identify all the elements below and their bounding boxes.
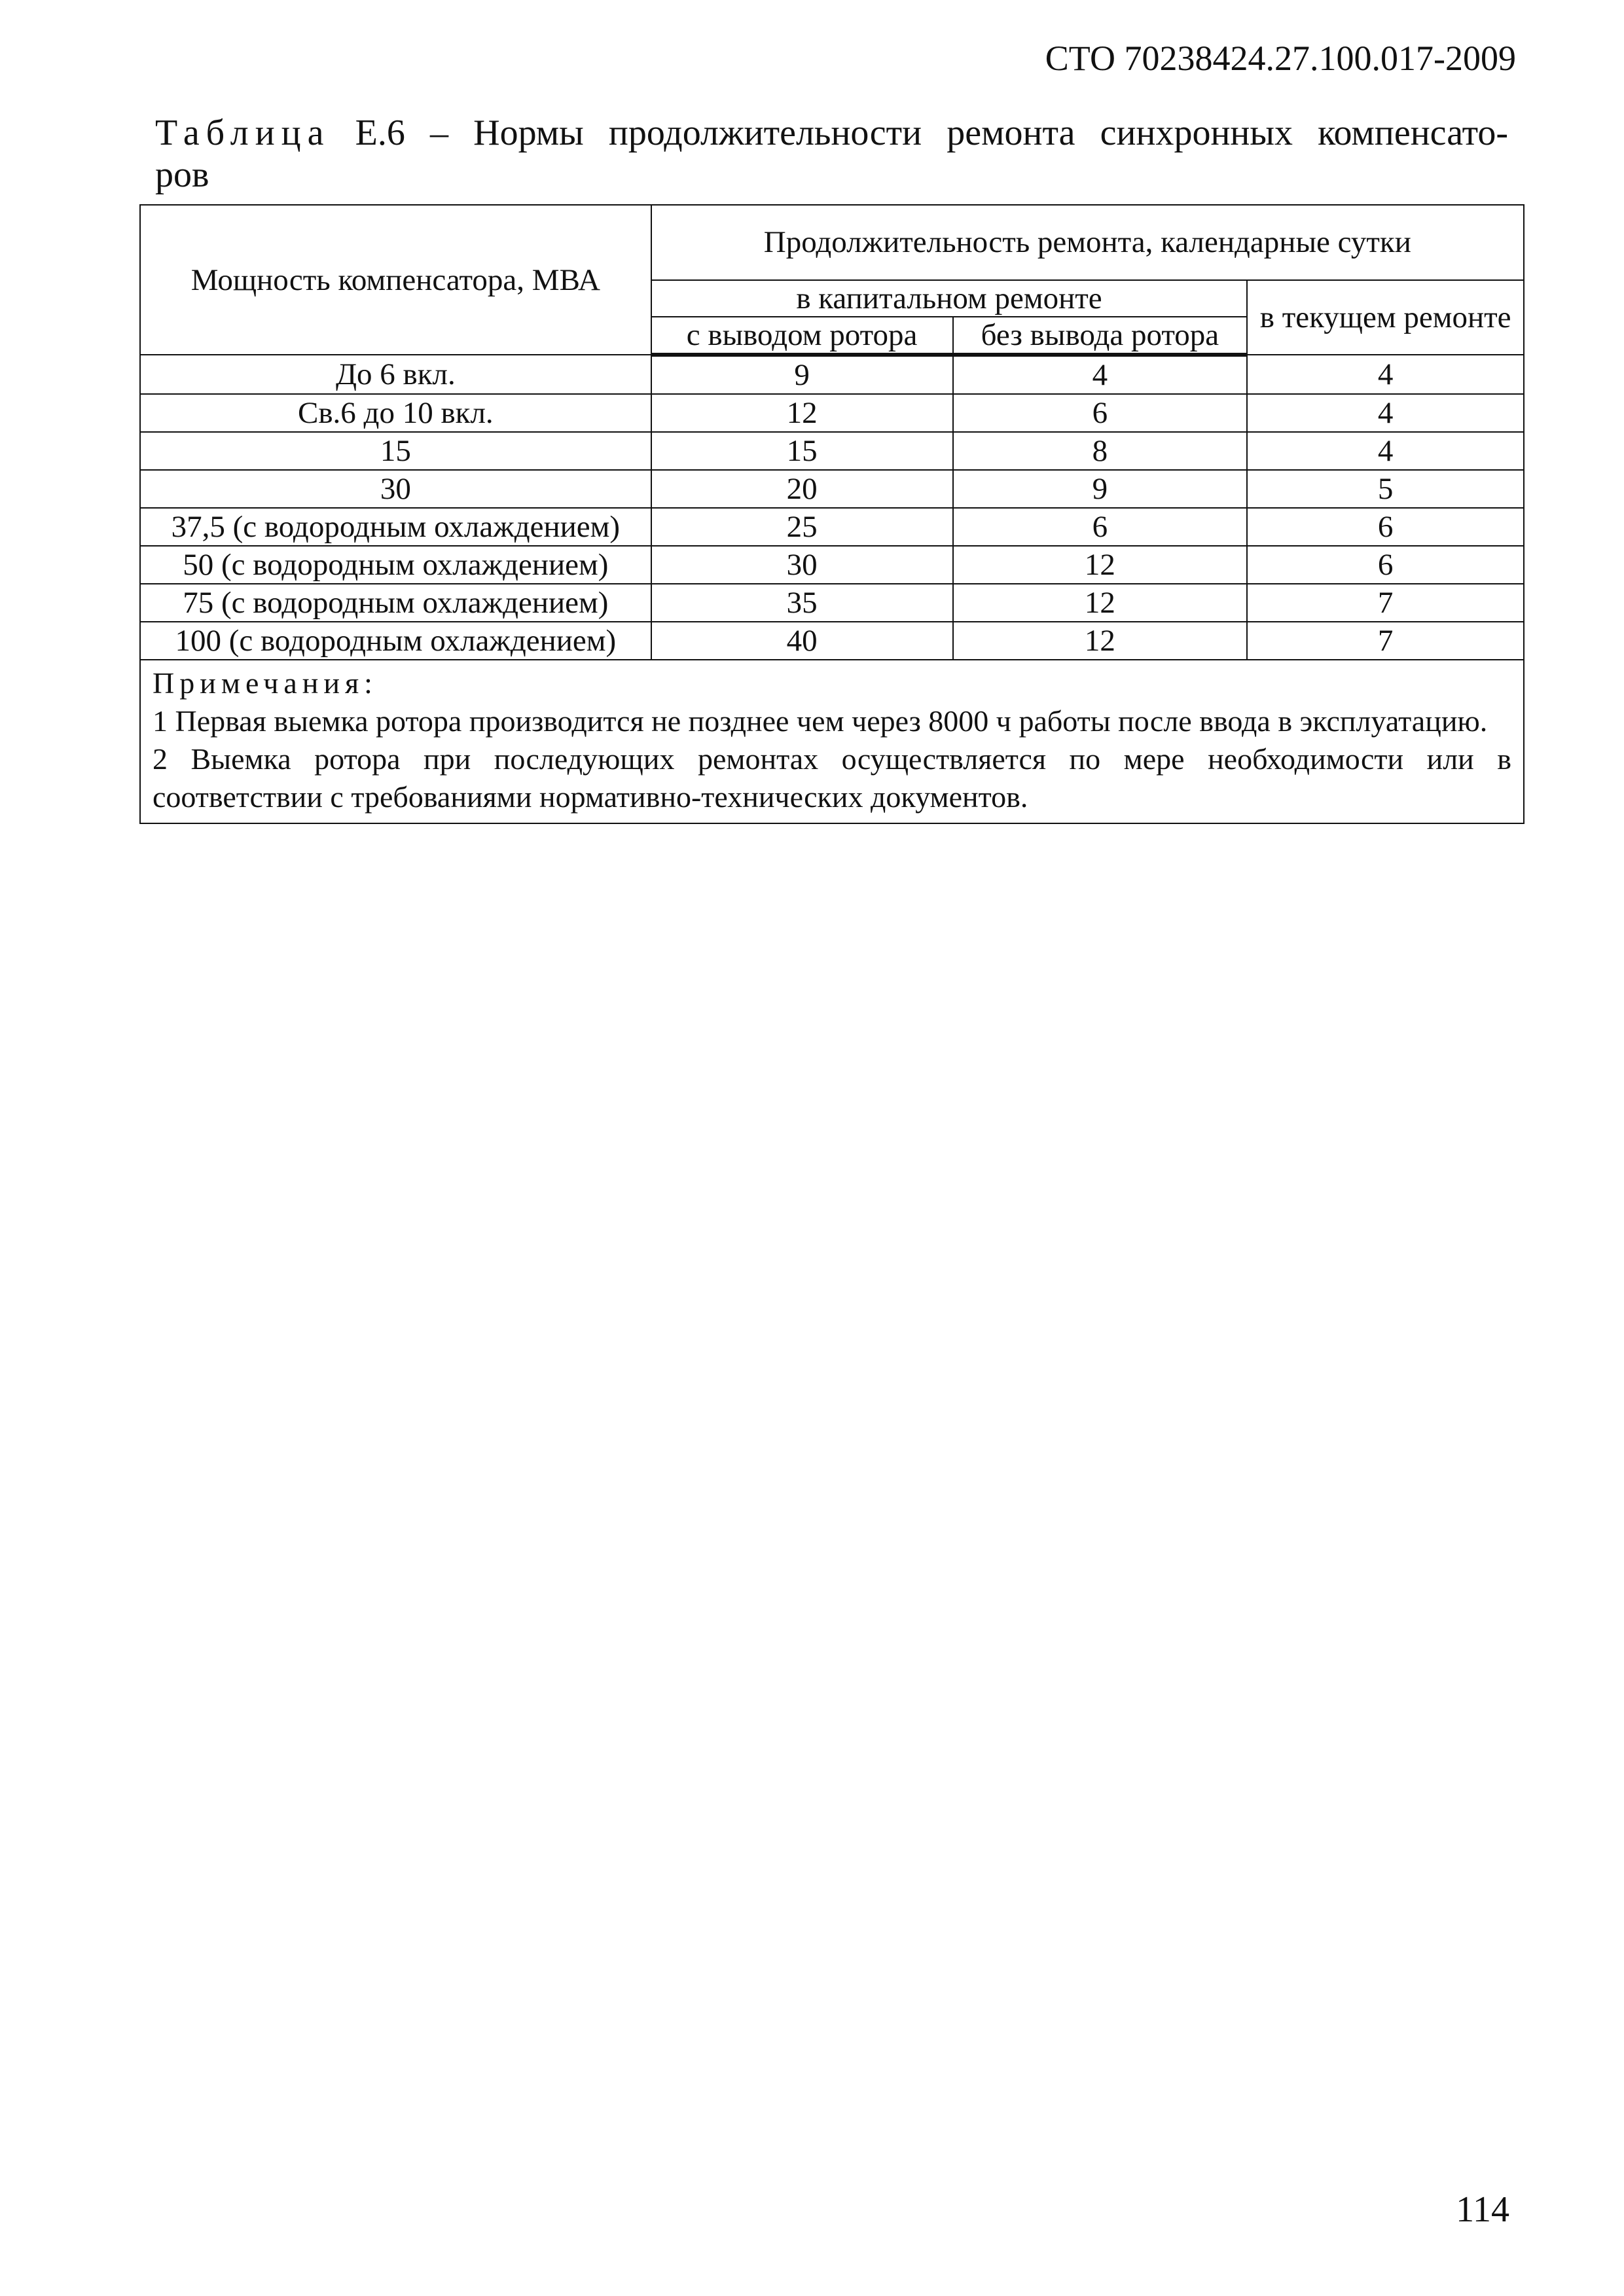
cell-current: 7 bbox=[1247, 622, 1524, 660]
cell-current: 4 bbox=[1247, 355, 1524, 394]
header-with-rotor: с выводом ротора bbox=[651, 317, 953, 355]
header-without-rotor: без вывода ротора bbox=[953, 317, 1248, 355]
table-row bbox=[140, 622, 1524, 660]
cell-without-rotor: 8 bbox=[953, 432, 1248, 470]
cell-power: 37,5 (с водородным охлаждением) bbox=[140, 508, 651, 546]
document-code: СТО 70238424.27.100.017-2009 bbox=[1045, 39, 1516, 78]
cell-with-rotor: 20 bbox=[651, 470, 953, 508]
table-caption bbox=[155, 113, 1508, 153]
table-row bbox=[140, 584, 1524, 622]
cell-power: До 6 вкл. bbox=[140, 355, 651, 394]
repair-norms-table bbox=[139, 204, 1525, 824]
notes-cell bbox=[140, 660, 1524, 823]
table-row bbox=[140, 355, 1524, 394]
table-row bbox=[140, 508, 1524, 546]
cell-without-rotor: 12 bbox=[953, 622, 1248, 660]
cell-with-rotor: 35 bbox=[651, 584, 953, 622]
cell-power: 75 (с водородным охлаждением) bbox=[140, 584, 651, 622]
cell-without-rotor: 6 bbox=[953, 508, 1248, 546]
cell-with-rotor: 40 bbox=[651, 622, 953, 660]
cell-with-rotor: 25 bbox=[651, 508, 953, 546]
table-row bbox=[140, 432, 1524, 470]
cell-current: 4 bbox=[1247, 394, 1524, 432]
notes-title: Примечания: bbox=[153, 666, 378, 700]
cell-with-rotor: 12 bbox=[651, 394, 953, 432]
cell-without-rotor: 4 bbox=[953, 355, 1248, 394]
cell-current: 4 bbox=[1247, 432, 1524, 470]
cell-without-rotor: 9 bbox=[953, 470, 1248, 508]
table-caption-label: Таблица bbox=[155, 113, 331, 153]
notes-row bbox=[140, 660, 1524, 823]
cell-current: 6 bbox=[1247, 508, 1524, 546]
cell-without-rotor: 12 bbox=[953, 584, 1248, 622]
page-number: 114 bbox=[1456, 2189, 1509, 2230]
table-row bbox=[140, 546, 1524, 584]
cell-with-rotor: 30 bbox=[651, 546, 953, 584]
note-item: 2 Выемка ротора при последующих ремонтах осуществляется по мере необходимости или в соответствии с требованиями нормативно-технических документов. bbox=[153, 742, 1511, 814]
cell-without-rotor: 6 bbox=[953, 394, 1248, 432]
cell-power: 30 bbox=[140, 470, 651, 508]
header-duration: Продолжительность ремонта, календарные сутки bbox=[651, 205, 1524, 280]
table-row bbox=[140, 394, 1524, 432]
cell-power: 100 (с водородным охлаждением) bbox=[140, 622, 651, 660]
cell-power: Св.6 до 10 вкл. bbox=[140, 394, 651, 432]
note-item: 1 Первая выемка ротора производится не позднее чем через 8000 ч работы после ввода в эксплуатацию. bbox=[153, 704, 1488, 738]
cell-current: 7 bbox=[1247, 584, 1524, 622]
cell-with-rotor: 9 bbox=[651, 355, 953, 394]
cell-current: 6 bbox=[1247, 546, 1524, 584]
cell-power: 15 bbox=[140, 432, 651, 470]
table-caption-text: Е.6 – Нормы продолжительности ремонта синхронных компенсато- bbox=[355, 113, 1508, 153]
cell-with-rotor: 15 bbox=[651, 432, 953, 470]
cell-power: 50 (с водородным охлаждением) bbox=[140, 546, 651, 584]
header-current-repair: в текущем ремонте bbox=[1247, 280, 1524, 355]
header-capital-repair: в капитальном ремонте bbox=[651, 280, 1248, 317]
header-power: Мощность компенсатора, МВА bbox=[140, 205, 651, 355]
table-row bbox=[140, 470, 1524, 508]
table-caption-continuation: ров bbox=[155, 154, 209, 195]
cell-without-rotor: 12 bbox=[953, 546, 1248, 584]
cell-current: 5 bbox=[1247, 470, 1524, 508]
